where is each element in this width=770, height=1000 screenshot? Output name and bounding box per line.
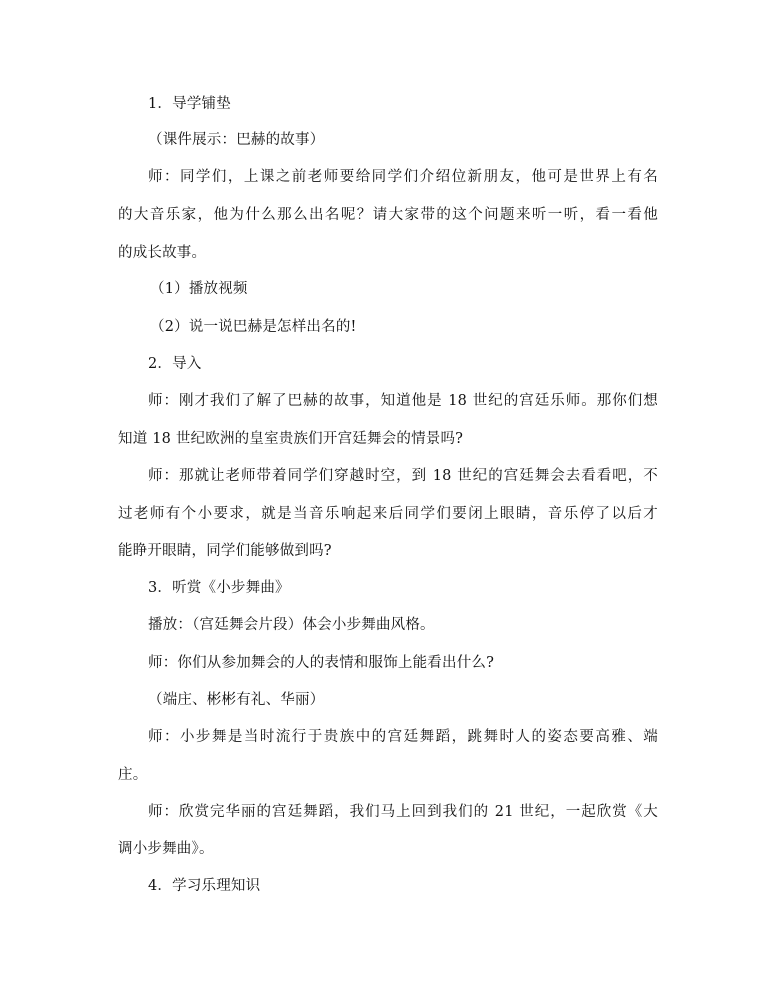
paragraph-line: 调小步舞曲》。 xyxy=(118,841,214,857)
paragraph-line: 能睁开眼睛，同学们能够做到吗? xyxy=(118,543,332,559)
paragraph-line: 知道 18 世纪欧洲的皇室贵族们开宫廷舞会的情景吗? xyxy=(118,431,464,447)
paragraph-line: 师：小步舞是当时流行于贵族中的宫廷舞蹈，跳舞时人的姿态要高雅、端 xyxy=(148,729,658,745)
paragraph-line: 师：你们从参加舞会的人的表情和服饰上能看出什么? xyxy=(148,655,495,671)
paragraph-line: 播放：（宫廷舞会片段）体会小步舞曲风格。 xyxy=(148,617,435,633)
heading-3-listen-minuet: 3．听赏《小步舞曲》 xyxy=(148,580,290,596)
heading-2-introduction: 2．导入 xyxy=(148,356,202,372)
paragraph-line: 师：刚才我们了解了巴赫的故事，知道他是 18 世纪的宫廷乐师。那你们想 xyxy=(148,393,658,409)
list-item-play-video: （1）播放视频 xyxy=(150,281,248,297)
list-item-discuss-bach: （2）说一说巴赫是怎样出名的! xyxy=(150,319,357,335)
heading-1-guided-intro: 1．导学铺垫 xyxy=(148,96,231,112)
paragraph-line: 过老师有个小要求，就是当音乐响起来后同学们要闭上眼睛，音乐停了以后才 xyxy=(118,506,658,522)
paragraph-line: （端庄、彬彬有礼、华丽） xyxy=(148,692,325,708)
paragraph-line: 庄。 xyxy=(118,767,148,783)
paragraph-line: 的成长故事。 xyxy=(118,245,207,261)
courseware-note: （课件展示：巴赫的故事） xyxy=(148,132,325,148)
paragraph-line: 师：欣赏完华丽的宫廷舞蹈，我们马上回到我们的 21 世纪，一起欣赏《大 xyxy=(148,804,658,820)
paragraph-line: 师：那就让老师带着同学们穿越时空，到 18 世纪的宫廷舞会去看看吧，不 xyxy=(148,468,658,484)
heading-4-music-theory: 4．学习乐理知识 xyxy=(148,878,261,894)
paragraph-line: 的大音乐家，他为什么那么出名呢？请大家带的这个问题来听一听，看一看他 xyxy=(118,207,658,223)
paragraph-line: 师：同学们，上课之前老师要给同学们介绍位新朋友，他可是世界上有名 xyxy=(148,169,658,185)
